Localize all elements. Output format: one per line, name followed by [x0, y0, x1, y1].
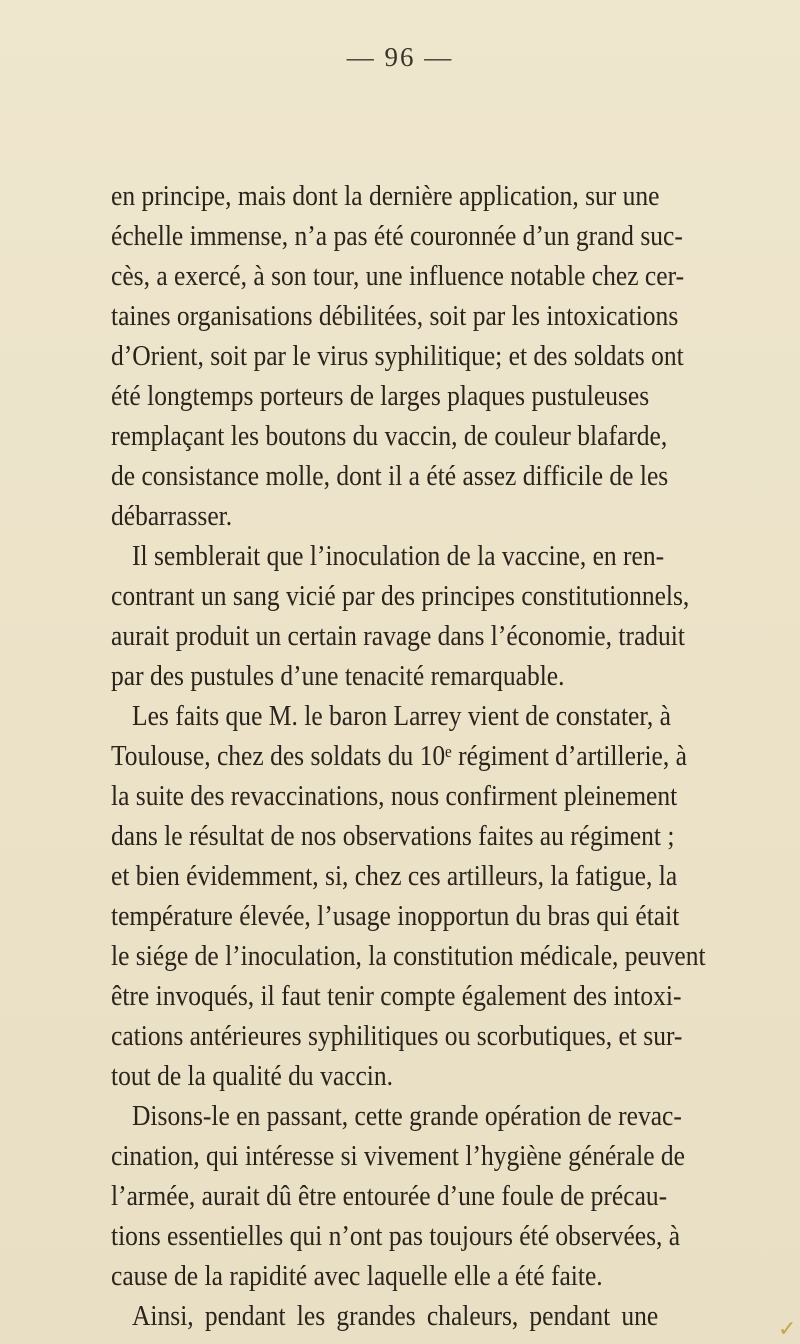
text-line: de consistance molle, dont il a été assez difficile de les — [111, 460, 669, 492]
text-line: remplaçant les boutons du vaccin, de couleur blafarde, — [111, 420, 668, 452]
text-line: aurait produit un certain ravage dans l’économie, traduit — [111, 620, 685, 652]
text-line: être invoqués, il faut tenir compte également des intoxi- — [111, 980, 682, 1012]
text-line: et bien évidemment, si, chez ces artilleurs, la fatigue, la — [111, 860, 678, 892]
text-line: la suite des revaccinations, nous confirment pleinement — [111, 780, 678, 812]
text-line: cès, a exercé, à son tour, une influence notable chez cer- — [111, 260, 685, 292]
text-line: dans le résultat de nos observations faites au régiment ; — [111, 820, 675, 852]
text-line: échelle immense, n’a pas été couronnée d’un grand suc- — [111, 220, 683, 252]
text-line: été longtemps porteurs de larges plaques pustuleuses — [111, 380, 650, 412]
text-line: taines organisations débilitées, soit par les intoxications — [111, 300, 679, 332]
paragraph-start-line: Disons-le en passant, cette grande opération de revac- — [132, 1100, 682, 1132]
text-line: cause de la rapidité avec laquelle elle a été faite. — [111, 1260, 603, 1292]
text-line: tions essentielles qui n’ont pas toujours été observées, à — [111, 1220, 681, 1252]
paragraph-start-line: Ainsi, pendant les grandes chaleurs, pendant une — [132, 1300, 659, 1332]
text-line: en principe, mais dont la dernière application, sur une — [111, 180, 660, 212]
text-line: température élevée, l’usage inopportun du bras qui était — [111, 900, 680, 932]
paragraph-start-line: Les faits que M. le baron Larrey vient de constater, à — [132, 700, 671, 732]
paragraph-start-line: Il semblerait que l’inoculation de la vaccine, en ren- — [132, 540, 665, 572]
text-line: cations antérieures syphilitiques ou scorbutiques, et sur- — [111, 1020, 683, 1052]
text-line: débarrasser. — [111, 500, 233, 532]
page-number: — 96 — — [346, 42, 454, 72]
text-line: d’Orient, soit par le virus syphilitique; et des soldats ont — [111, 340, 684, 372]
text-line: tout de la qualité du vaccin. — [111, 1060, 394, 1092]
text-line: cination, qui intéresse si vivement l’hygiène générale de — [111, 1140, 686, 1172]
page-edge-mark-icon: ✓ — [778, 1316, 797, 1341]
text-line: le siége de l’inoculation, la constitution médicale, peuvent — [111, 940, 706, 972]
text-line: Toulouse, chez des soldats du 10ᵉ régiment d’artillerie, à — [111, 740, 687, 772]
text-line: contrant un sang vicié par des principes constitutionnels, — [111, 580, 690, 612]
text-line: l’armée, aurait dû être entourée d’une foule de précau- — [111, 1180, 668, 1212]
text-line: par des pustules d’une tenacité remarquable. — [111, 660, 565, 692]
